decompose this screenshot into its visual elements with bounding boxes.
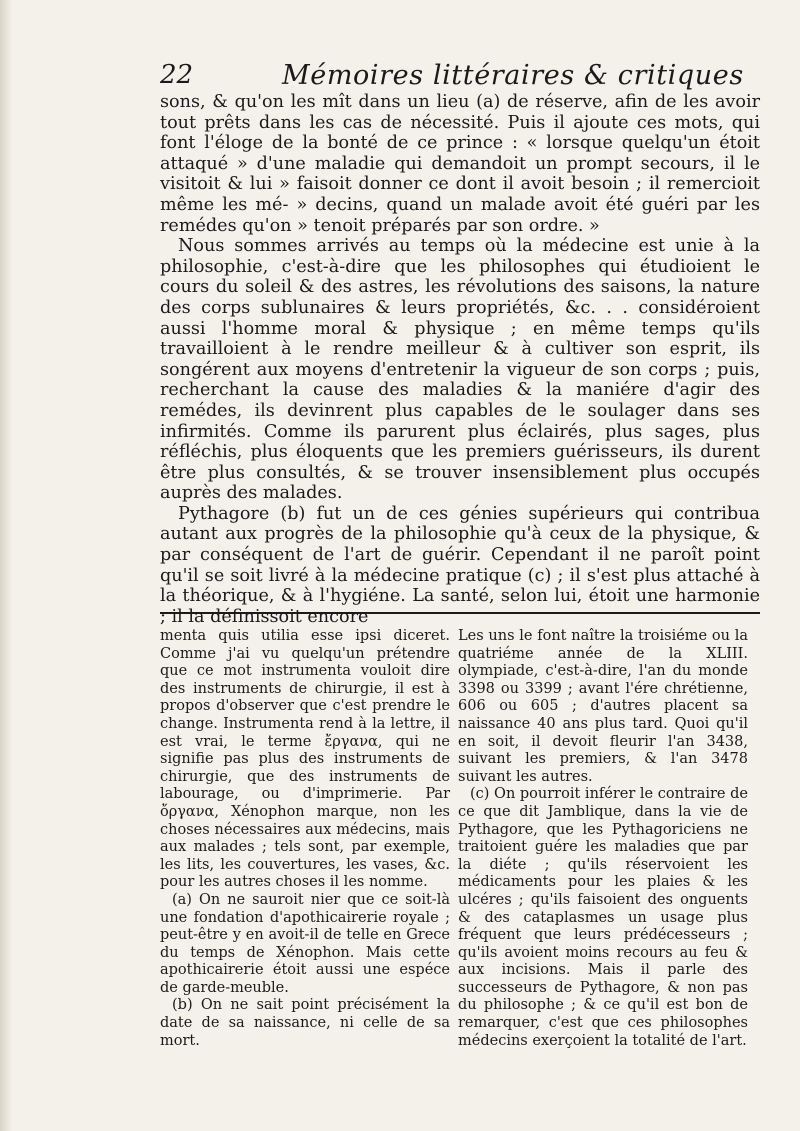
paragraph: sons, & qu'on les mît dans un lieu (a) de réserve, afin de les avoir tout prêts dans les cas de nécessité. Puis il ajoute ces mots, qui font l'éloge de la bonté de ce prince : « lorsque quelqu'un étoit attaqué » d'une maladie qui demandoit un prompt secours, il le visitoit & lui » faisoit donner ce dont il avoit besoin ; il remercioit même les mé- » decins, quand un malade avoit été guéri par les remédes qu'on » tenoit préparés par son ordre. » (160, 92, 760, 236)
footnote: (b) On ne sait point précisément la date de sa naissance, ni celle de sa mort. (160, 997, 450, 1049)
paragraph: Nous sommes arrivés au temps où la médecine est unie à la philosophie, c'est-à-dire que les philosophes qui étudioient le cours du soleil & des astres, les révolutions des saisons, la nature des corps sublunaires & leurs propriétés, &c. . . considéroient aussi l'homme moral & physique ; en même temps qu'ils travailloient à le rendre meilleur & à cultiver son esprit, ils songérent aux moyens d'entretenir la vigueur de son corps ; puis, recherchant la cause des maladies & la maniére d'agir des remédes, ils devinrent plus capables de le soulager dans ses infirmités. Comme ils parurent plus éclairés, plus sages, plus réfléchis, plus éloquents que les premiers guérisseurs, ils durent être plus consultés, & se trouver insensiblement plus occupés auprès des malades. (160, 236, 760, 504)
footnote: (c) On pourroit inférer le contraire de ce que dit Jamblique, dans la vie de Pythagore, que les Pythagoriciens ne traitoient guére les maladies que par la diéte ; qu'ils réservoient les médicaments pour les plaies & les ulcéres ; qu'ils faisoient des onguents & des cataplasmes un usage plus fréquent que leurs prédécesseurs ; qu'ils avoient moins recours au feu & aux incisions. Mais il parle des successeurs de Pythagore, & non pas du philosophe ; & ce qu'il est bon de remarquer, c'est que ces philosophes médecins exerçoient la totalité de l'art. (458, 786, 748, 1049)
footnotes-left-column (160, 628, 450, 1050)
running-head (160, 60, 760, 94)
page-number: 22 (160, 60, 194, 90)
main-text (160, 92, 760, 627)
footnote: menta quis utilia esse ipsi diceret. Comme j'ai vu quelqu'un prétendre que ce mot instrumenta vouloit dire des instruments de chirurgie, il est à propos d'observer que c'est prendre le change. Instrumenta rend à la lettre, il est vrai, le terme ἔργανα, qui ne signifie pas plus des instruments de chirurgie, que des instruments de labourage, ou d'imprimerie. Par ὄργανα, Xénophon marque, non les choses nécessaires aux médecins, mais aux malades ; tels sont, par exemple, les lits, les couvertures, les vases, &c. pour les autres choses il les nomme. (160, 628, 450, 891)
footnote: (a) On ne sauroit nier que ce soit-là une fondation d'apothicairerie royale ; peut-être y en avoit-il de telle en Grece du temps de Xénophon. Mais cette apothicairerie étoit aussi une espéce de garde-meuble. (160, 891, 450, 996)
running-title: Mémoires littéraires & critiques (282, 60, 744, 91)
footnote-divider (160, 612, 760, 614)
footnote: Les uns le font naître la troisiéme ou la quatriéme année de la XLIII. olympiade, c'est-à-dire, l'an du monde 3398 ou 3399 ; avant l'ére chrétienne, 606 ou 605 ; d'autres placent sa naissance 40 ans plus tard. Quoi qu'il en soit, il devoit fleurir l'an 3438, suivant les premiers, & l'an 3478 suivant les autres. (458, 628, 748, 785)
footnotes-right-column (458, 628, 748, 1050)
paragraph: Pythagore (b) fut un de ces génies supérieurs qui contribua autant aux progrès de la philosophie qu'à ceux de la physique, & par conséquent de l'art de guérir. Cependant il ne paroît point qu'il se soit livré à la médecine pratique (c) ; il s'est plus attaché à la théorique, & à l'hygiéne. La santé, selon lui, étoit une harmonie ; il la définissoit encore (160, 503, 760, 627)
page-gutter-shadow (0, 0, 12, 1131)
